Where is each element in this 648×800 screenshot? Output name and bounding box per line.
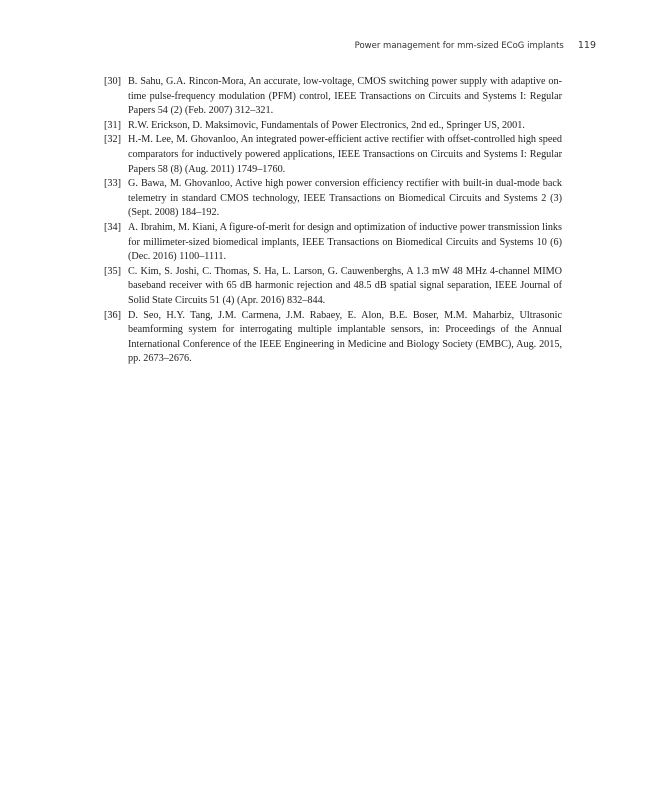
reference-item bbox=[104, 221, 562, 265]
reference-number: [35] bbox=[104, 265, 121, 277]
reference-item bbox=[104, 119, 562, 134]
reference-text: C. Kim, S. Joshi, C. Thomas, S. Ha, L. Larson, G. Cauwenberghs, A 1.3 mW 48 MHz 4-channel MIMO baseband receiver with 65 dB harmonic rejection and 48.5 dB spatial signal separation, IEEE Journal of Solid State Circuits 51 (4) (Apr. 2016) 832–844. bbox=[128, 265, 562, 306]
reference-item bbox=[104, 75, 562, 119]
reference-item bbox=[104, 309, 562, 367]
reference-text: B. Sahu, G.A. Rincon-Mora, An accurate, low-voltage, CMOS switching power supply with adaptive on-time pulse-frequency modulation (PFM) control, IEEE Transactions on Circuits and Systems I: Regular Papers 54 (2) (Feb. 2007) 312–321. bbox=[128, 76, 562, 117]
reference-item bbox=[104, 133, 562, 177]
page-number: 119 bbox=[577, 40, 596, 51]
reference-number: [33] bbox=[104, 178, 121, 190]
running-title: Power management for mm-sized ECoG implants bbox=[354, 41, 564, 51]
running-head bbox=[355, 40, 596, 51]
reference-number: [36] bbox=[104, 309, 121, 321]
reference-text: R.W. Erickson, D. Maksimovic, Fundamentals of Power Electronics, 2nd ed., Springer US, 2001. bbox=[128, 119, 525, 131]
reference-text: H.-M. Lee, M. Ghovanloo, An integrated power-efficient active rectifier with offset-controlled high speed comparators for inductively powered applications, IEEE Transactions on Circuits and Systems I: Regular Papers 58 (8) (Aug. 2011) 1749–1760. bbox=[128, 134, 562, 175]
reference-number: [30] bbox=[104, 76, 121, 87]
reference-number: [31] bbox=[104, 119, 121, 131]
reference-list bbox=[104, 75, 562, 367]
reference-text: A. Ibrahim, M. Kiani, A figure-of-merit for design and optimization of inductive power transmission links for millimeter-sized biomedical implants, IEEE Transactions on Biomedical Circuits and Systems 10 (6) (Dec. 2016) 1100–1111. bbox=[128, 221, 562, 263]
reference-number: [32] bbox=[104, 134, 121, 146]
reference-item bbox=[104, 265, 562, 309]
reference-item bbox=[104, 177, 562, 221]
reference-text: G. Bawa, M. Ghovanloo, Active high power conversion efficiency rectifier with built-in dual-mode back telemetry in standard CMOS technology, IEEE Transactions on Biomedical Circuits and Systems 2 (3) (Sept. 2008) 184–192. bbox=[128, 178, 562, 219]
reference-text: D. Seo, H.Y. Tang, J.M. Carmena, J.M. Rabaey, E. Alon, B.E. Boser, M.M. Maharbiz, Ultrasonic beamforming system for interrogating multiple implantable sensors, in: Proceedings of the Annual International Conference of the IEEE Engineering in Medicine and Biology Society (EMBC), Aug. 2015, pp. 2673–2676. bbox=[128, 309, 562, 365]
reference-number: [34] bbox=[104, 221, 121, 233]
